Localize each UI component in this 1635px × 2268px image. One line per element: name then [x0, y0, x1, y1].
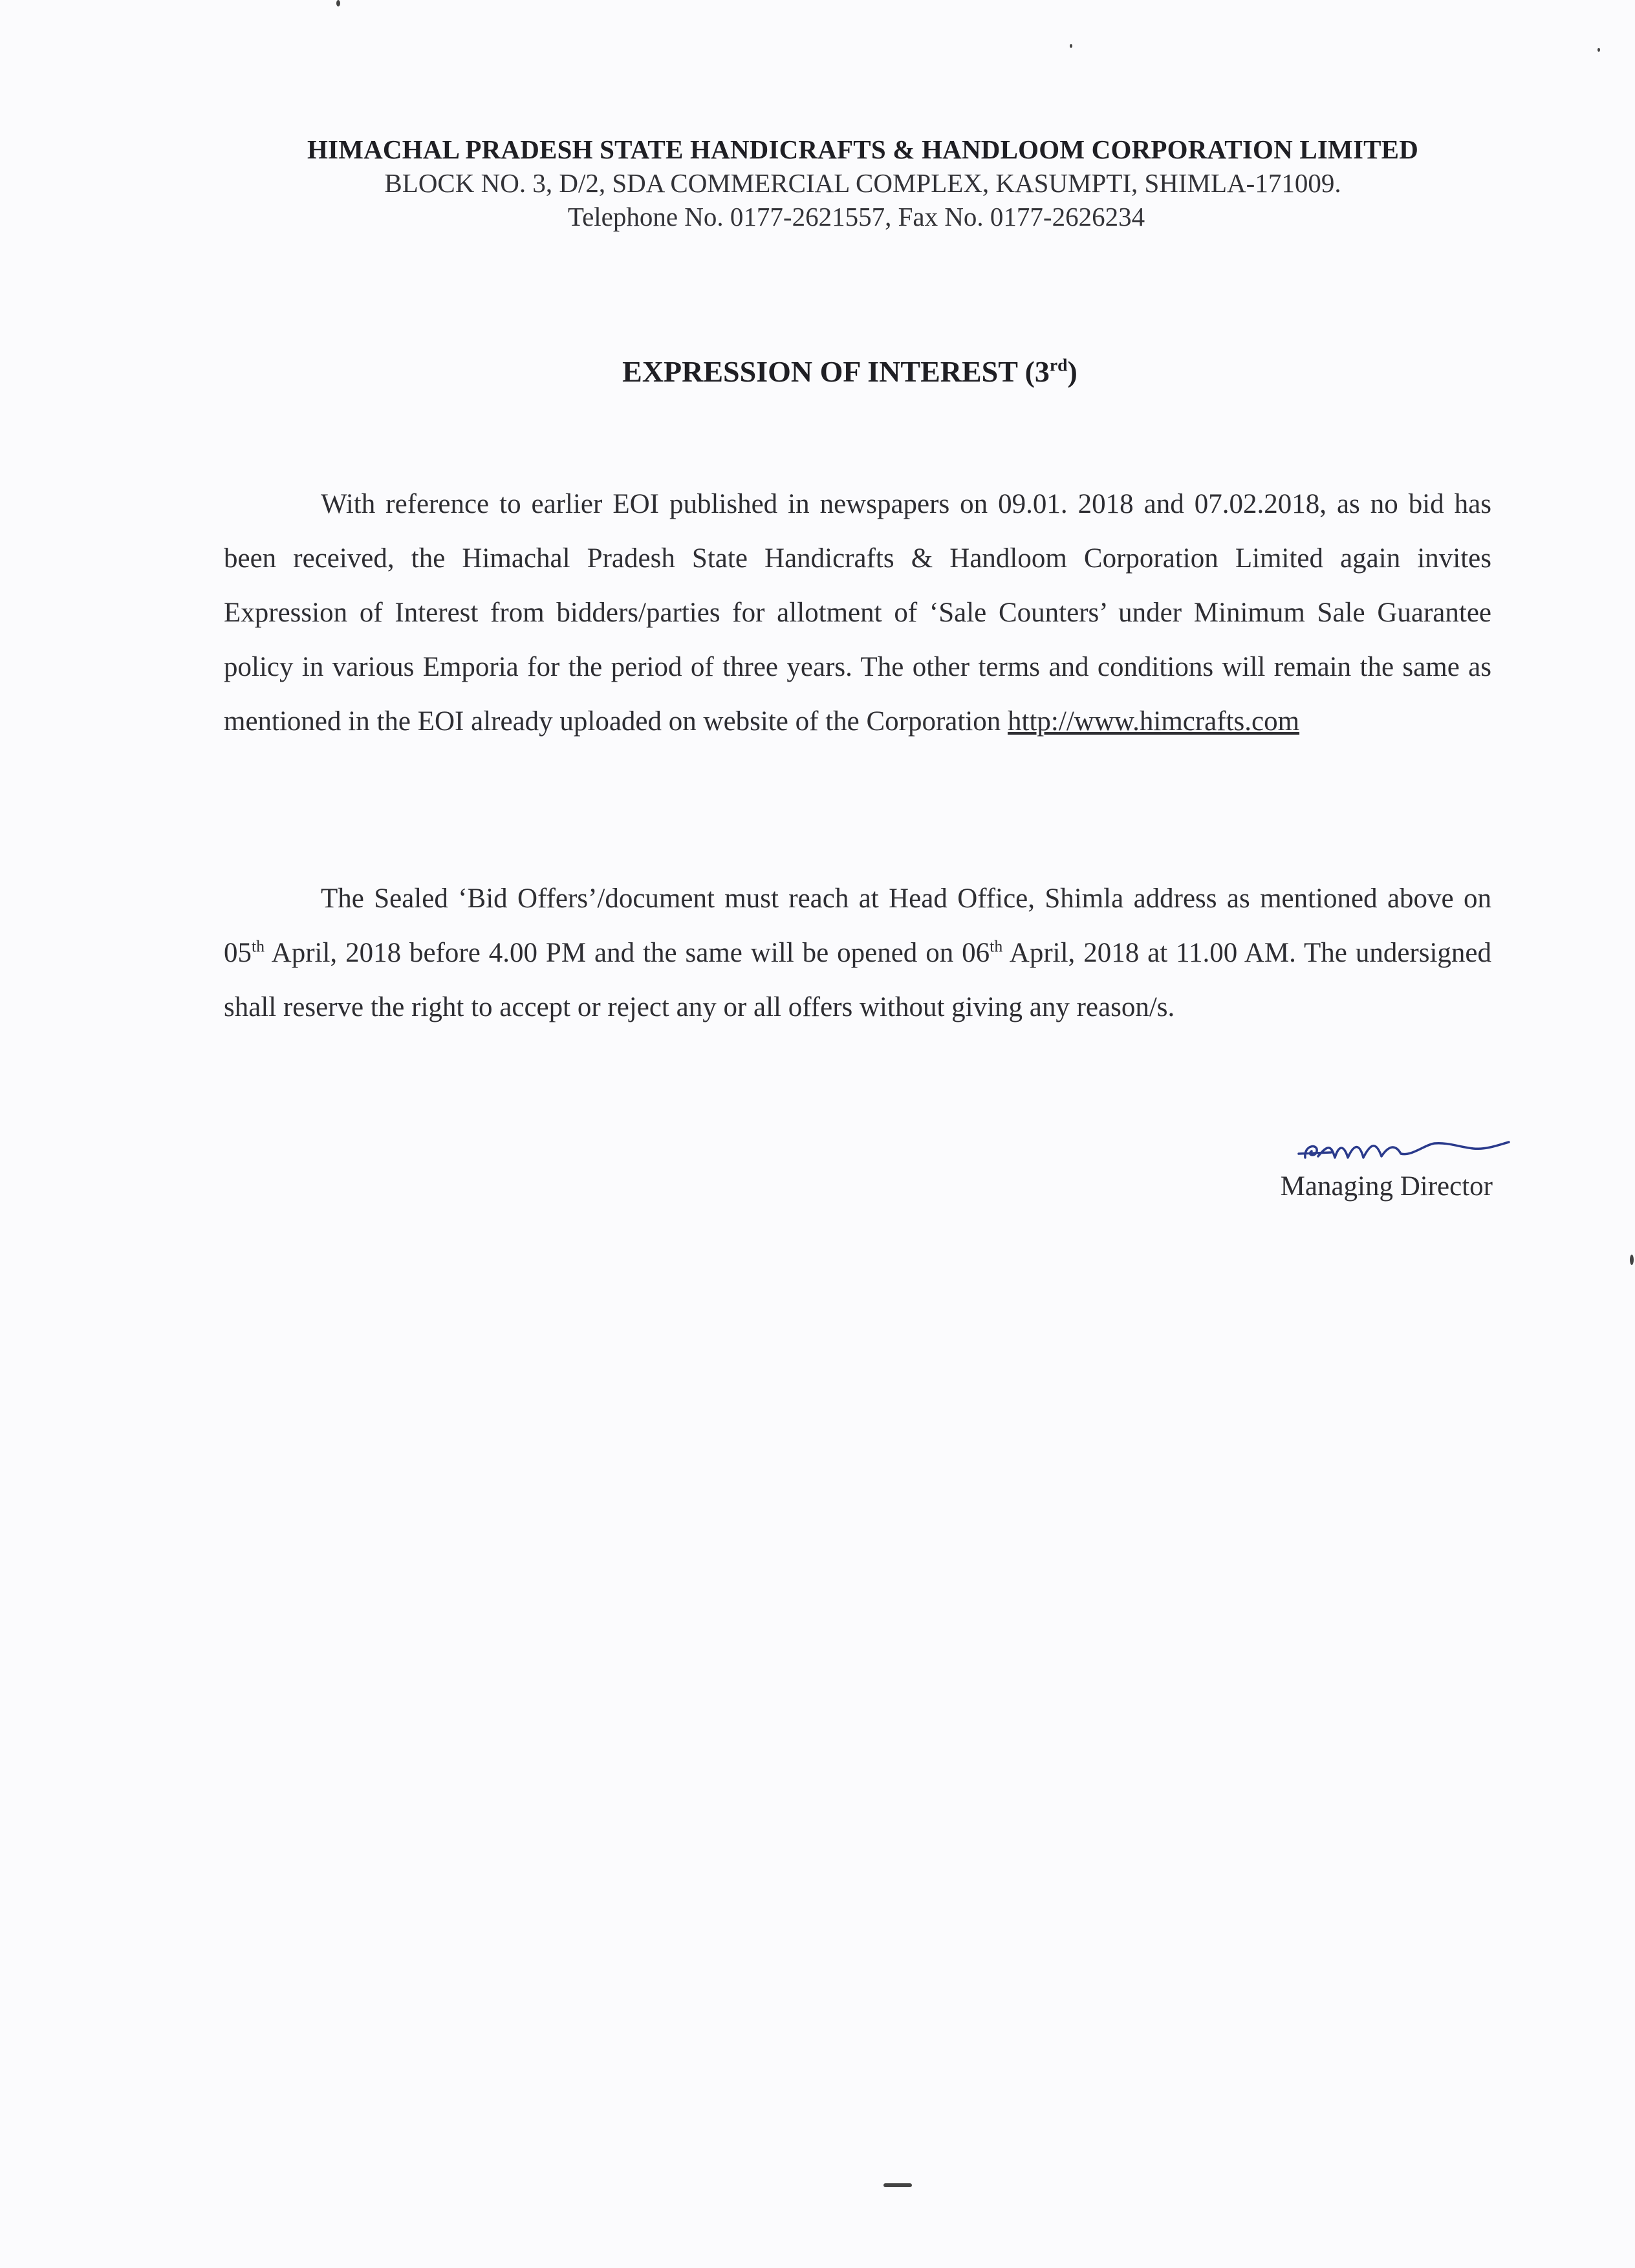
signature-block	[1164, 1125, 1493, 1202]
organization-contact: Telephone No. 0177-2621557, Fax No. 0177-2626234	[567, 202, 1145, 232]
paragraph-1-text: With reference to earlier EOI published in newspapers on 09.01. 2018 and 07.02.2018, as no bid has been received, the Himachal Pradesh State Handicrafts & Handloom Corporation Limited again invites Expression of Interest from bidders/parties for allotment of ‘Sale Counters’ under Minimum Sale Guarantee policy in various Emporia for the period of three years. The other terms and conditions will remain the same as mentioned in the EOI already uploaded on website of the Corporation	[224, 489, 1491, 737]
date-suffix-1: th	[252, 936, 265, 956]
organization-name: HIMACHAL PRADESH STATE HANDICRAFTS & HANDLOOM CORPORATION LIMITED	[307, 135, 1419, 164]
signatory-designation: Managing Director	[1280, 1171, 1493, 1202]
scan-speck	[336, 0, 340, 6]
scan-speck	[1597, 48, 1600, 52]
organization-address: BLOCK NO. 3, D/2, SDA COMMERCIAL COMPLEX, KASUMPTI, SHIMLA-171009.	[384, 168, 1341, 198]
scan-speck	[883, 2183, 912, 2187]
paragraph-2-part-3: April, 2018 at 11.00 AM. The undersigned shall reserve the right to accept or reject any or all offers without giving any reason/s.	[224, 938, 1491, 1022]
scan-speck	[1070, 44, 1072, 48]
title-text: EXPRESSION OF INTEREST (3	[622, 355, 1050, 388]
website-link[interactable]: http://www.himcrafts.com	[1008, 706, 1300, 737]
date-suffix-2: th	[990, 936, 1003, 956]
paragraph-2-part-2: April, 2018 before 4.00 PM and the same will be opened on 06	[265, 938, 990, 968]
title-close: )	[1067, 355, 1077, 388]
paragraph-2	[224, 872, 1491, 1035]
paragraph-2-part-1: The Sealed ‘Bid Offers’/document must reach at Head Office, Shimla address as mentioned above on 05	[224, 883, 1491, 968]
paragraph-1	[224, 477, 1491, 749]
scan-speck	[1630, 1255, 1634, 1265]
document-title	[0, 354, 1635, 389]
letterhead	[0, 133, 1635, 233]
title-superscript: rd	[1049, 354, 1068, 375]
handwritten-signature	[1292, 1125, 1538, 1171]
